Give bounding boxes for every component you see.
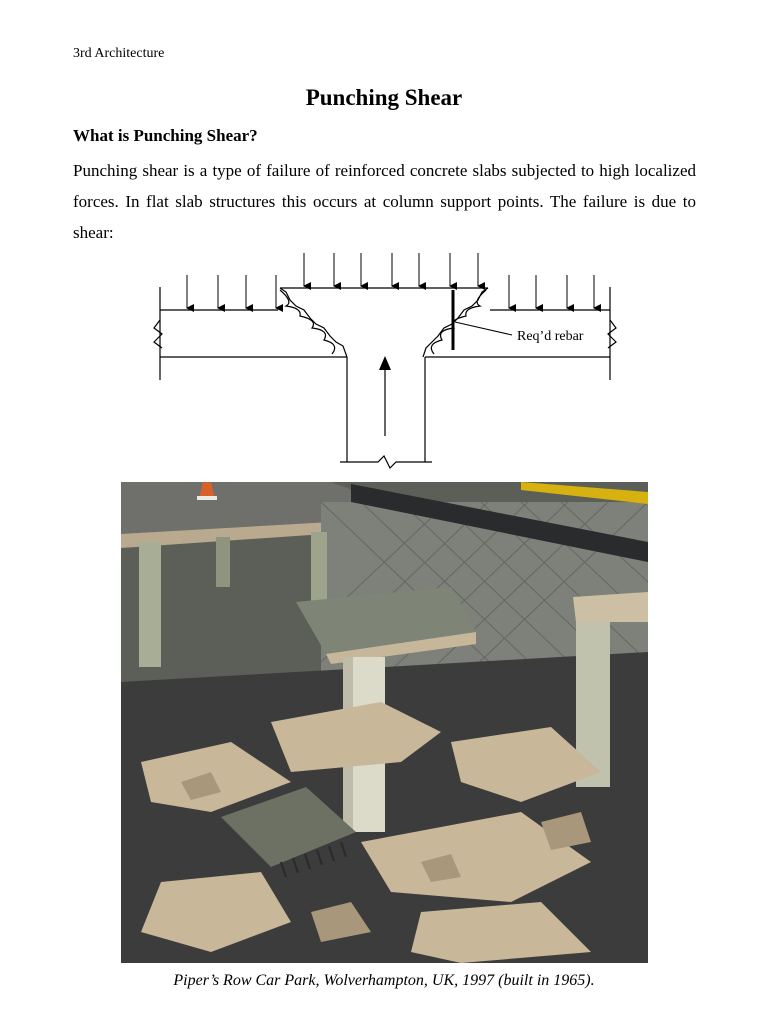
car-park-collapse-photo [121,482,648,963]
body-paragraph: Punching shear is a type of failure of reinforced concrete slabs subjected to high localized forces. In flat slab structures this occurs at column support points. The failure is due to shear: [73,161,696,242]
left-crack-wave [280,290,335,354]
photo-caption: Piper’s Row Car Park, Wolverhampton, UK, 1997 (built in 1965). [173,972,595,989]
right-crack-wave [431,290,486,354]
header-label: 3rd Architecture [73,46,165,61]
reaction-arrow-head [379,356,391,370]
left-break-symbol [154,320,162,348]
page-title: Punching Shear [305,85,463,110]
load-arrows [187,253,594,308]
right-break-symbol [608,320,616,348]
section-heading: What is Punching Shear? [73,126,258,145]
rebar-label: Req’d rebar [517,329,584,344]
rebar-leader-line [455,322,512,335]
column-break-symbol [340,456,432,468]
column-left [139,542,161,667]
punching-shear-diagram [140,250,630,470]
